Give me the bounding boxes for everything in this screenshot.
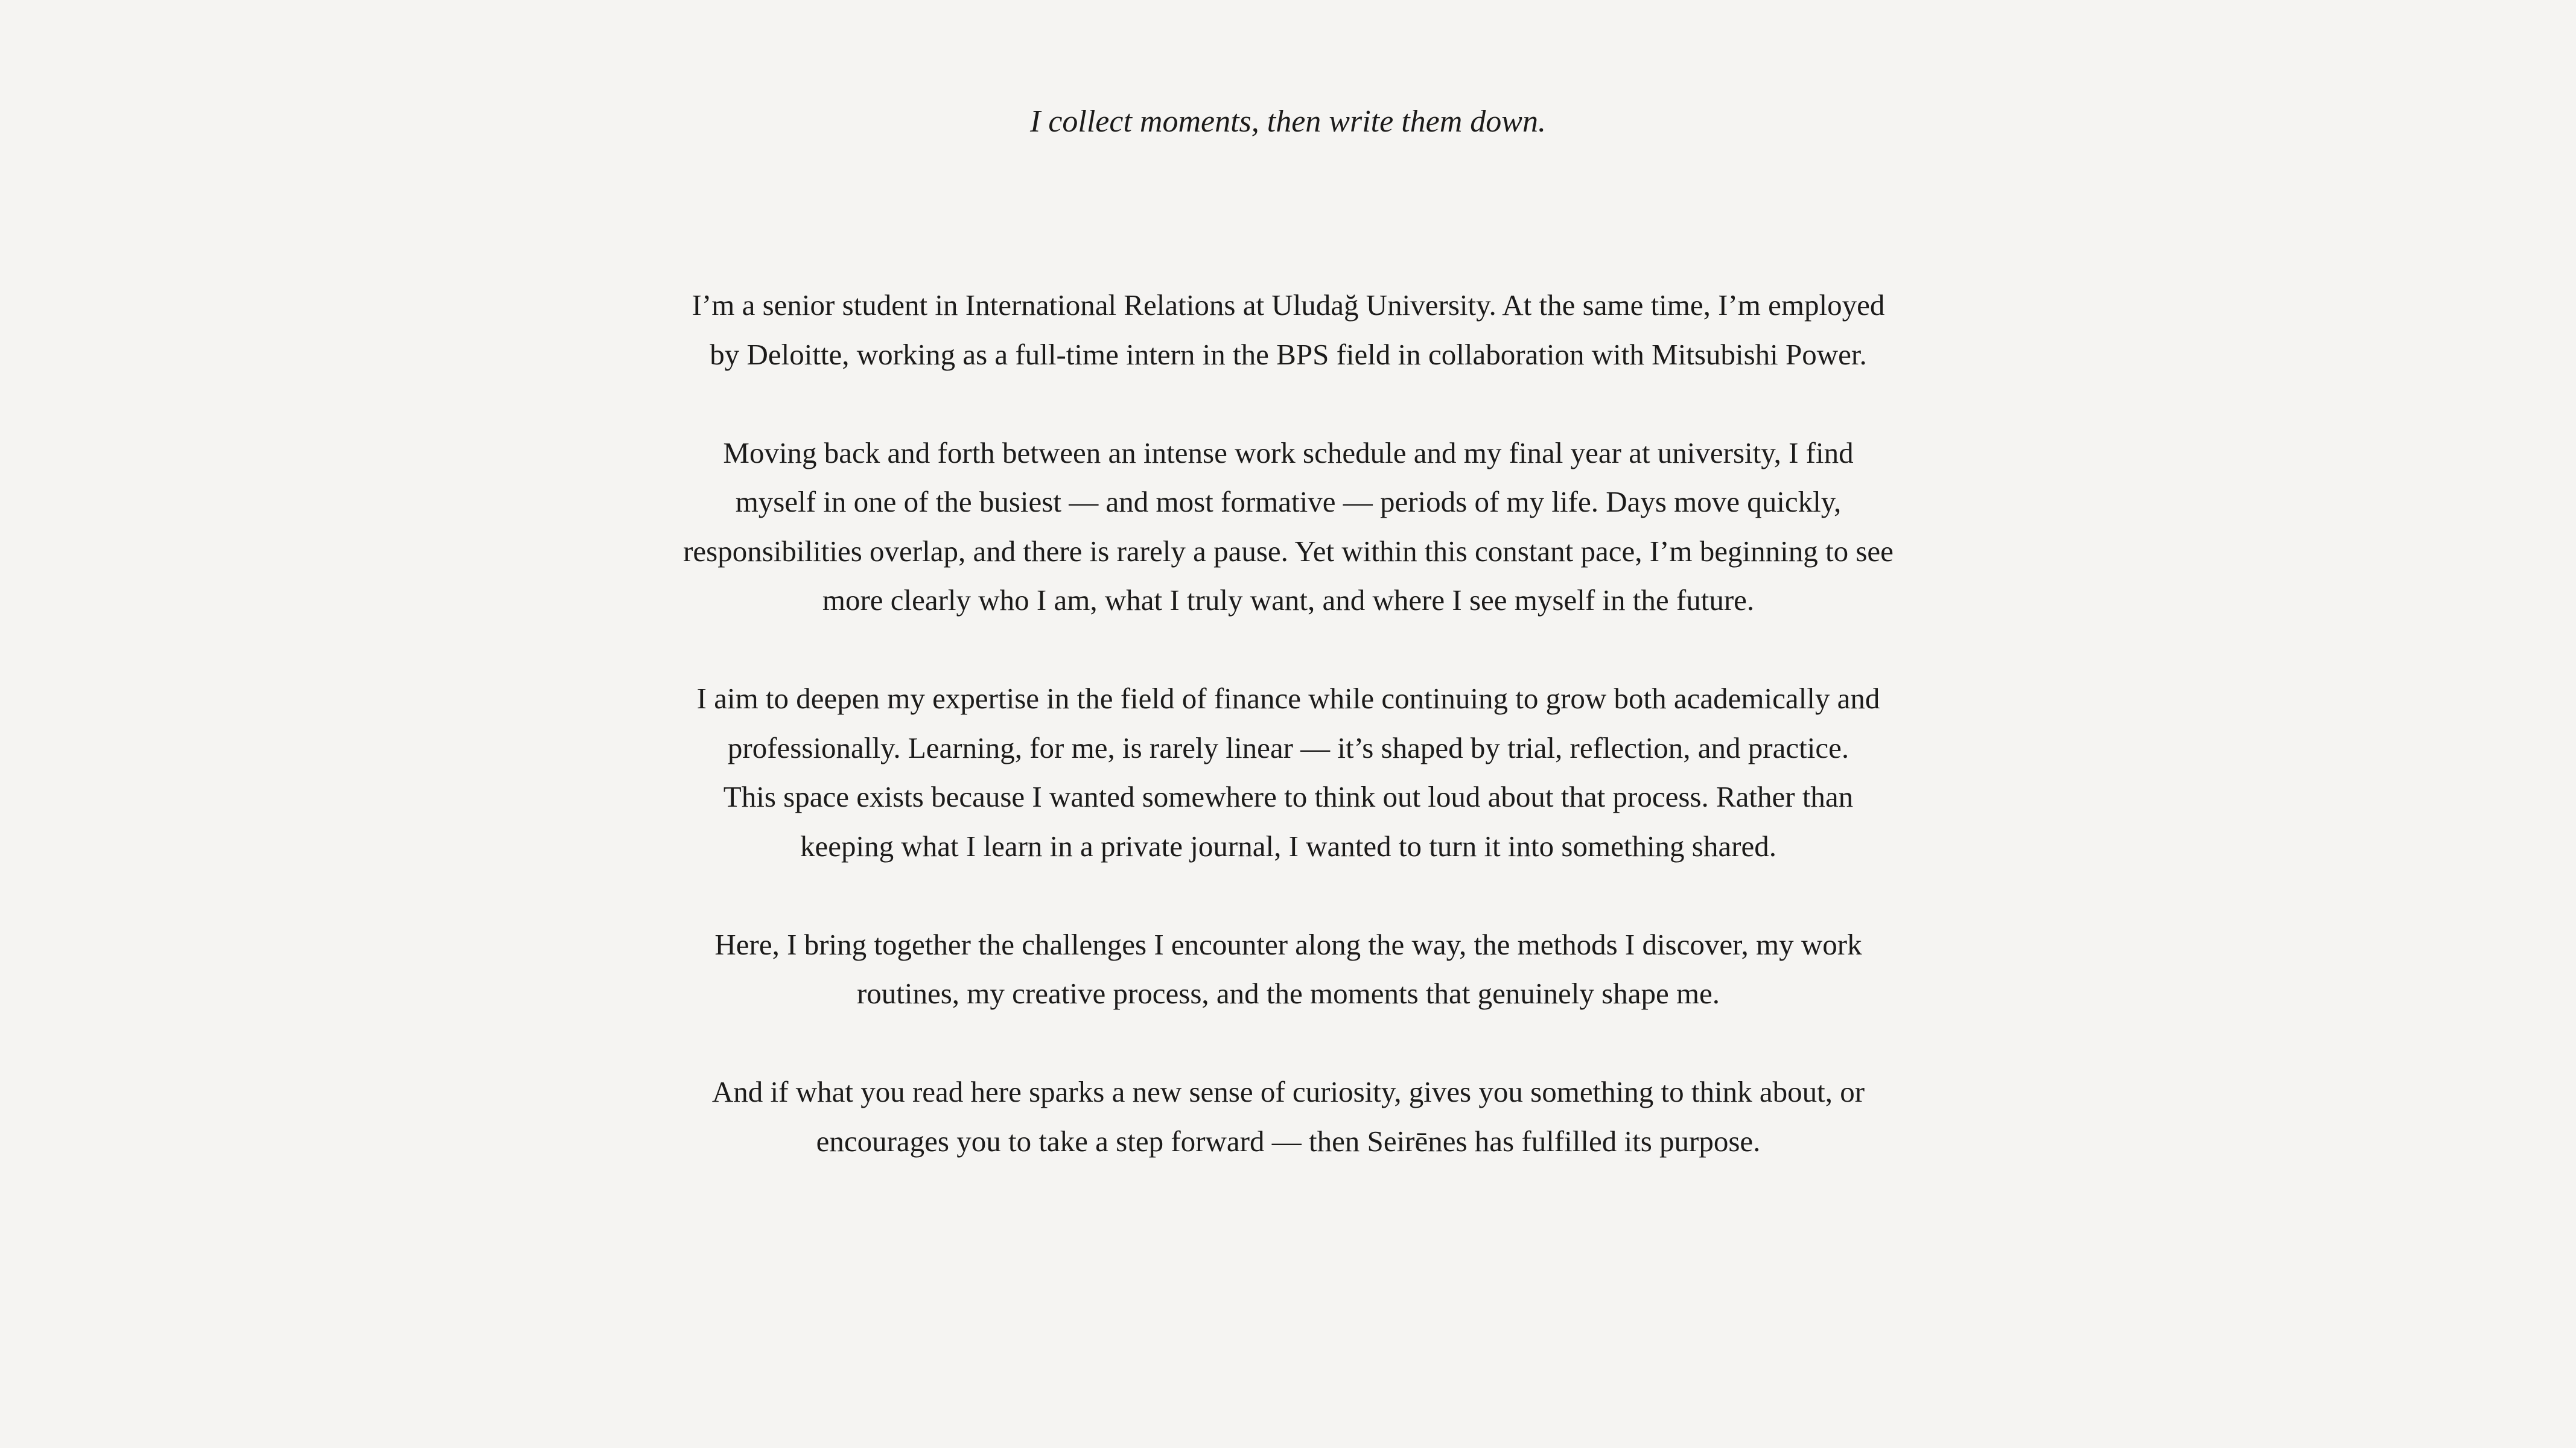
paragraph-closing xyxy=(634,1067,1943,1166)
paragraph-line: routines, my creative process, and the moments that genuinely shape me. xyxy=(856,977,1720,1010)
paragraph-line: Here, I bring together the challenges I encounter along the way, the methods I discover, my work xyxy=(714,927,1862,961)
tagline: I collect moments, then write them down. xyxy=(1030,104,1546,139)
paragraph-content xyxy=(634,920,1943,1018)
paragraph-line: keeping what I learn in a private journal, I wanted to turn it into something shared. xyxy=(800,829,1776,863)
about-body xyxy=(634,281,1943,1166)
paragraph-line: I aim to deepen my expertise in the field of finance while continuing to grow both academically and xyxy=(696,682,1880,715)
paragraph-line: more clearly who I am, what I truly want, and where I see myself in the future. xyxy=(822,583,1755,617)
paragraph-line: responsibilities overlap, and there is rarely a pause. Yet within this constant pace, I’m beginning to see xyxy=(683,534,1894,568)
paragraph-line: I’m a senior student in International Relations at Uludağ University. At the same time, I’m employed xyxy=(692,288,1885,322)
paragraph-line: by Deloitte, working as a full-time intern in the BPS field in collaboration with Mitsubishi Power. xyxy=(710,337,1867,371)
paragraph-intro xyxy=(634,281,1943,379)
paragraph-line: This space exists because I wanted somewhere to think out loud about that process. Rather than xyxy=(723,780,1854,813)
paragraph-line: And if what you read here sparks a new sense of curiosity, gives you something to think about, or xyxy=(711,1075,1865,1108)
paragraph-line: Moving back and forth between an intense work schedule and my final year at university, I find xyxy=(723,436,1854,469)
paragraph-schedule xyxy=(634,428,1943,625)
paragraph-line: encourages you to take a step forward — then Seirēnes has fulfilled its purpose. xyxy=(816,1124,1761,1158)
paragraph-line: myself in one of the busiest — and most formative — periods of my life. Days move quickly, xyxy=(735,485,1842,518)
paragraph-line: professionally. Learning, for me, is rarely linear — it’s shaped by trial, reflection, and practice. xyxy=(727,731,1849,764)
paragraph-goals xyxy=(634,674,1943,871)
